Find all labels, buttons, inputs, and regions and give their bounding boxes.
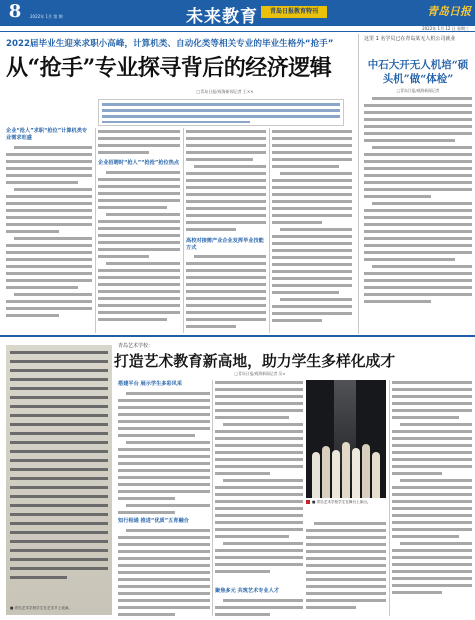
main-column-2b [98,171,180,333]
stage-photo-caption: ■ 青岛艺术学校学生在舞台上演出。 [312,500,371,504]
stage-photo [306,380,386,498]
lead-paragraph [98,99,344,126]
art-subhead-1: 搭建平台 展示学生多彩风采 [118,381,183,387]
main-column-1 [6,146,92,334]
art-column-1b [118,529,210,617]
art-column-4 [392,381,472,617]
art-byline: □青岛日报/观海新闻记者 吴× [234,371,286,376]
main-subhead-3: 高校对接需产业企业发挥毕业技能方式 [186,238,264,251]
art-column-2b [215,599,303,617]
sidebar-headline: 中石大开无人机培“硕头机”做“体检” [367,59,469,85]
art-subhead-2: 知行相通 推进“优质”五育融合 [118,518,189,524]
main-column-3a [186,130,266,238]
page-number: 8 [8,1,22,22]
art-subhead-3: 聚焦多元 共筑艺术专业人才 [215,588,280,594]
main-kicker: 2022届毕业生迎来求职小高峰，计算机类、自动化类等相关专业的毕业生格外“抢手” [6,39,334,49]
masthead [0,0,475,26]
paper-logo: 青岛日报 [427,5,471,18]
main-column-3b [186,255,266,333]
main-headline: 从“抢手”专业探寻背后的经济逻辑 [6,55,332,81]
channel-badge: 青岛日报教育特刊 [261,6,327,18]
sidebar-body [364,97,472,333]
main-byline: □青岛日报/观海新闻记者 王×× [196,89,254,94]
main-column-4 [272,130,352,333]
art-column-2a [215,381,303,586]
main-subhead-2: 企业招聘时“抢人”“抢抢”抢位热点 [98,160,180,166]
left-photo-caption: ■ 青岛艺术学校学生在艺术节上表演。 [10,606,73,610]
art-headline: 打造艺术教育新高地，助力学生多样化成才 [114,353,396,370]
section-divider [0,335,475,337]
art-column-3 [306,522,386,617]
sidebar-kicker: 这里 1 名学员已在青岛某无人机公司就业 [364,36,456,42]
main-subhead-1: 企业“抢人”求职“抢位”计算机类专业需求旺盛 [6,128,88,141]
sidebar-byline: □青岛日报/观海新闻记者 [396,88,440,93]
issue-date: 2022年 1月 12 日 星期三 [422,26,469,31]
issue-meta: 2022年 1月 第 期 [30,14,63,19]
main-column-2a [98,130,180,158]
date-line [0,26,475,32]
art-column-1a [118,392,210,515]
art-kicker: 青岛艺术学校： [118,343,154,349]
left-photo-block [6,345,112,615]
section-title: 未来教育 [186,7,258,27]
